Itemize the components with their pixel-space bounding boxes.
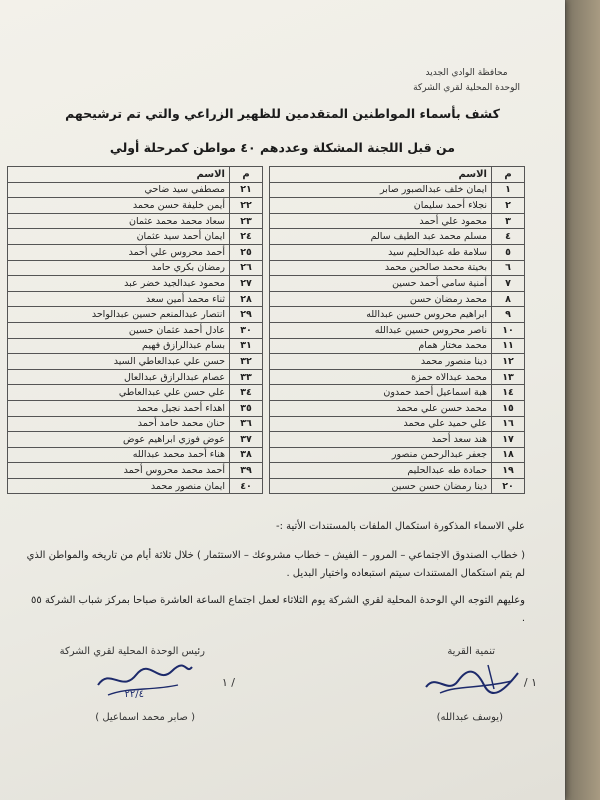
signatory-right-title: تنمية القرية [447, 646, 495, 657]
citizen-name: محمود عبدالجيد خضر عبد [8, 276, 230, 292]
row-number: ٤٠ [230, 478, 263, 494]
row-number: ٣٧ [230, 432, 263, 448]
row-number: ٣٣ [230, 369, 263, 385]
citizen-name: أحمد محروس علي أحمد [8, 244, 230, 260]
citizen-name: بخيتة محمد صالحين محمد [270, 260, 492, 276]
table-row [270, 291, 525, 307]
row-number: ١٧ [492, 432, 525, 448]
row-number: ١٠ [492, 322, 525, 338]
citizen-name: سعاد محمد محمد عثمان [8, 213, 230, 229]
table-row [8, 260, 263, 276]
row-number: ٢٥ [230, 244, 263, 260]
table-row [8, 307, 263, 323]
table-row [8, 182, 263, 198]
citizen-name: حسن علي عبدالعاطي السيد [8, 354, 230, 370]
required-documents: ( خطاب الصندوق الاجتماعي – المرور – الفيش – خطاب مشروعك – الاستثمار ) خلال ثلاثة أيام من تاريخه والمواطن الذي لم يتم استكمال المستندات سيتم استبعاده واختيار البديل . [26, 550, 525, 579]
table-row [270, 478, 525, 494]
row-number: ١٦ [492, 416, 525, 432]
signatory-right-name: (يوسف عبدالله) [436, 712, 503, 723]
signatory-right-date-mark: ١ / [523, 676, 537, 689]
citizen-name: أمنية سامي أحمد حسين [270, 276, 492, 292]
table-row [8, 244, 263, 260]
table-row [270, 447, 525, 463]
citizen-name: ابراهيم محروس حسين عبدالله [270, 307, 492, 323]
citizen-name: نجلاء أحمد سليمان [270, 198, 492, 214]
table-row [270, 463, 525, 479]
row-number: ٩ [492, 307, 525, 323]
row-number: ٥ [492, 244, 525, 260]
citizen-name: ايمان أحمد سيد عثمان [8, 229, 230, 245]
signature-left [88, 655, 198, 703]
document-title: كشف بأسماء المواطنين المتقدمين للظهير الزراعي والتي تم ترشيحهم [65, 106, 500, 121]
citizen-name: مسلم محمد عبد الطيف سالم [270, 229, 492, 245]
table-row [8, 338, 263, 354]
table-row [8, 369, 263, 385]
table-row [270, 338, 525, 354]
table-row [270, 182, 525, 198]
column-header-number: م [492, 167, 525, 183]
table-row [270, 307, 525, 323]
citizen-name: بسام عبدالرازق فهيم [8, 338, 230, 354]
citizen-name: محمد رمضان حسن [270, 291, 492, 307]
row-number: ١١ [492, 338, 525, 354]
citizen-name: حمادة طه عبدالحليم [270, 463, 492, 479]
row-number: ١٢ [492, 354, 525, 370]
table-row [270, 322, 525, 338]
background-edge [566, 0, 600, 800]
citizen-name: هناء أحمد محمد عبدالله [8, 447, 230, 463]
citizen-name: أحمد محمد محروس أحمد [8, 463, 230, 479]
citizen-name: عادل أحمد عثمان حسين [8, 322, 230, 338]
row-number: ٢٣ [230, 213, 263, 229]
citizen-name: هبة اسماعيل أحمد حمدون [270, 385, 492, 401]
table-row [270, 213, 525, 229]
table-row [270, 400, 525, 416]
row-number: ٣٦ [230, 416, 263, 432]
table-row [8, 322, 263, 338]
row-number: ١٥ [492, 400, 525, 416]
citizen-name: محمد حسن علي محمد [270, 400, 492, 416]
signature-right [418, 655, 528, 705]
citizen-name: ايمان منصور محمد [8, 478, 230, 494]
citizen-name: جعفر عبدالرحمن منصور [270, 447, 492, 463]
column-header-number: م [230, 167, 263, 183]
table-row [8, 463, 263, 479]
table-row [270, 244, 525, 260]
row-number: ٣ [492, 213, 525, 229]
citizen-name: سلامة طه عبدالحليم سيد [270, 244, 492, 260]
names-table-left [7, 166, 263, 494]
citizen-name: حنان محمد حامد أحمد [8, 416, 230, 432]
table-row [270, 369, 525, 385]
row-number: ٢٧ [230, 276, 263, 292]
row-number: ٣٠ [230, 322, 263, 338]
table-row [270, 276, 525, 292]
citizen-name: ناصر محروس حسين عبدالله [270, 322, 492, 338]
row-number: ١٤ [492, 385, 525, 401]
citizen-name: مصطفي سيد ضاحي [8, 182, 230, 198]
svg-text:٢٢/٤: ٢٢/٤ [124, 689, 144, 700]
instructions-intro: علي الاسماء المذكورة استكمال الملفات بالمستندات الأتية :- [275, 521, 525, 532]
table-row [8, 478, 263, 494]
table-header-row [8, 167, 263, 183]
names-table-right [269, 166, 525, 494]
table-row [8, 385, 263, 401]
table-header-row [270, 167, 525, 183]
row-number: ٣٨ [230, 447, 263, 463]
row-number: ٢٨ [230, 291, 263, 307]
citizen-name: هند سعد أحمد [270, 432, 492, 448]
table-row [8, 291, 263, 307]
table-row [8, 198, 263, 214]
citizen-name: رمضان بكري حامد [8, 260, 230, 276]
letterhead-governorate: محافظة الوادي الجديد [425, 68, 508, 78]
row-number: ٢ [492, 198, 525, 214]
row-number: ٤ [492, 229, 525, 245]
citizen-name: دينا رمضان حسن حسين [270, 478, 492, 494]
column-header-name: الاسم [270, 167, 492, 183]
citizen-name: علي حسن علي عبدالعاطي [8, 385, 230, 401]
table-row [270, 260, 525, 276]
row-number: ١٩ [492, 463, 525, 479]
citizen-name: دينا منصور محمد [270, 354, 492, 370]
row-number: ٢١ [230, 182, 263, 198]
row-number: ٣١ [230, 338, 263, 354]
table-row [8, 213, 263, 229]
citizen-name: ايمان خلف عبدالصبور صابر [270, 182, 492, 198]
row-number: ١٨ [492, 447, 525, 463]
letterhead [413, 66, 520, 96]
table-row [8, 416, 263, 432]
signatory-left-title: رئيس الوحدة المحلية لقري الشركة [59, 646, 205, 657]
citizen-name: عوض فوزي ابراهيم عوض [8, 432, 230, 448]
table-row [8, 447, 263, 463]
table-row [270, 432, 525, 448]
row-number: ٣٥ [230, 400, 263, 416]
table-row [270, 416, 525, 432]
row-number: ٣٢ [230, 354, 263, 370]
citizen-name: علي حميد علي محمد [270, 416, 492, 432]
meeting-notice: وعليهم التوجه الي الوحدة المحلية لقري الشركة يوم الثلاثاء لعمل اجتماع الساعة العاشرة صباحا بمركز شباب الشركة ٥٥ . [31, 595, 525, 624]
row-number: ١٣ [492, 369, 525, 385]
column-header-name: الاسم [8, 167, 230, 183]
table-row [8, 229, 263, 245]
row-number: ٣٤ [230, 385, 263, 401]
document-subtitle: من قبل اللجنة المشكلة وعددهم ٤٠ مواطن كمرحلة أولي [109, 140, 456, 155]
row-number: ٢٠ [492, 478, 525, 494]
letterhead-unit: الوحدة المحلية لقري الشركة [413, 83, 520, 93]
citizen-name: اهداء أحمد نجيل محمد [8, 400, 230, 416]
row-number: ٧ [492, 276, 525, 292]
signatory-left-name: ( صابر محمد اسماعيل ) [95, 712, 195, 723]
citizen-name: محمود علي أحمد [270, 213, 492, 229]
row-number: ٣٩ [230, 463, 263, 479]
table-row [270, 354, 525, 370]
table-row [8, 354, 263, 370]
table-row [8, 400, 263, 416]
row-number: ٦ [492, 260, 525, 276]
row-number: ٢٦ [230, 260, 263, 276]
table-row [8, 276, 263, 292]
row-number: ٢٩ [230, 307, 263, 323]
citizen-name: محمد مختار همام [270, 338, 492, 354]
table-row [270, 198, 525, 214]
citizen-name: ثناء محمد أمين سعد [8, 291, 230, 307]
citizen-name: عصام عبدالرازق عبدالعال [8, 369, 230, 385]
row-number: ٨ [492, 291, 525, 307]
table-row [270, 385, 525, 401]
signatory-left-date-mark: / ١ [221, 676, 235, 689]
row-number: ١ [492, 182, 525, 198]
citizen-name: أيمن خليفة حسن محمد [8, 198, 230, 214]
citizen-name: محمد عبدالاه حمزة [270, 369, 492, 385]
row-number: ٢٤ [230, 229, 263, 245]
table-row [8, 432, 263, 448]
row-number: ٢٢ [230, 198, 263, 214]
table-row [270, 229, 525, 245]
citizen-name: انتصار عبدالمنعم حسين عبدالواحد [8, 307, 230, 323]
